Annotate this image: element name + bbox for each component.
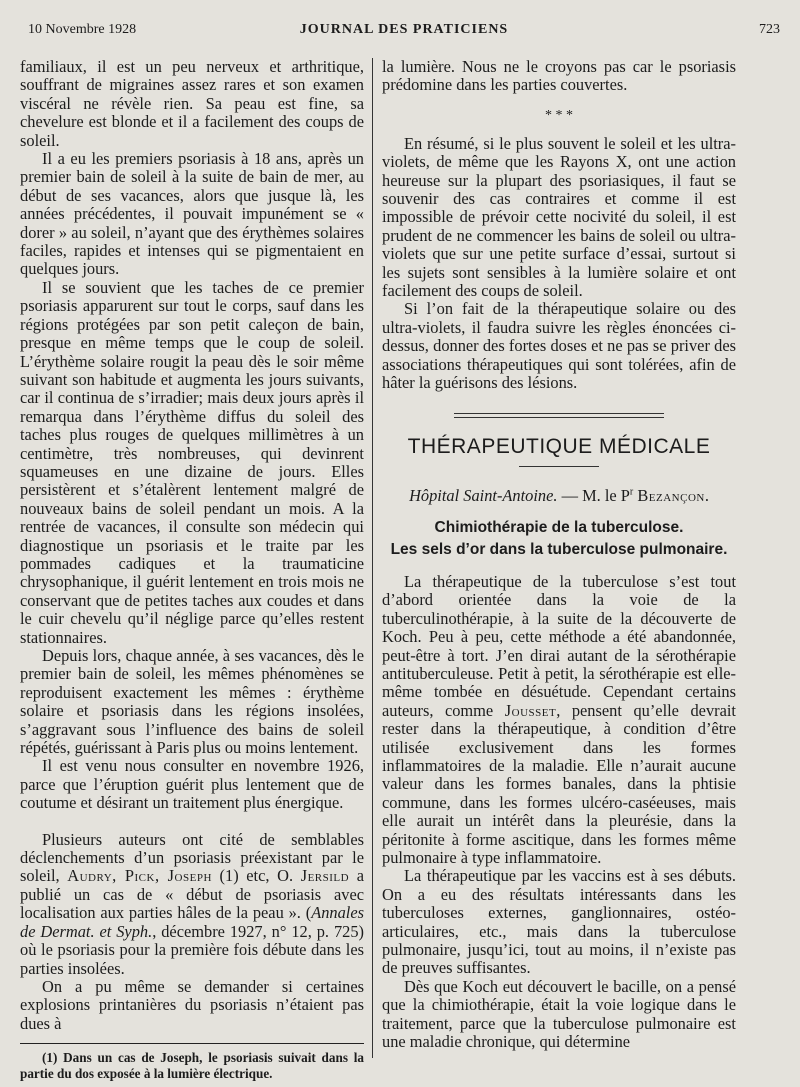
lecture-title: Chimiothérapie de la tuberculose. bbox=[434, 518, 684, 536]
paragraph: Si l’on fait de la thérapeutique solaire ou des ultra-violets, il faudra suivre les règles énoncées ci-dessus, donner des fortes doses et ne pas se priver des associations thérapeutiques qui sont tolérées, afin de hâter la guérisons des lésions. bbox=[382, 299, 736, 393]
paragraph: On a pu même se demander si certaines explosions printanières du psoriasis n’étaient pas dues à bbox=[20, 976, 364, 1033]
journal-title: JOURNAL DES PRATICIENS bbox=[299, 22, 509, 37]
page-header bbox=[28, 22, 780, 44]
paragraph: La thérapeutique de la tuberculose s’est tout d’abord orientée dans la voie de la tuberculinothérapie, à la suite de la découverte de Koch. Peu à peu, cette méthode a été abandonnée, peut-être à tort. J’en dirai autant de la sérothérapie antituberculeuse. Petit à petit, la sérothérapie est elle-même tombée en désuétude. Cependant certains auteurs, comme Jousset, pensent qu’elle devrait rester dans la thérapeutique, à condition d’être utilisée exclusivement dans les formes inflammatoires de la maladie. Elle n’aurait aucune valeur dans les formes banales, dans la phtisie commune, dans les formes ulcéro-caséeuses, mais elle aurait un intérêt dans la pleurésie, dans la péritonite à forme ascitique, dans les formes même pulmonaire à type inflammatoire. bbox=[382, 571, 736, 867]
paragraph: Depuis lors, chaque année, à ses vacances, dès le premier bain de soleil, les mêmes phénomènes se reproduisent exactement les mêmes : érythème solaire et psoriasis dans les régions insolées, s’aggravant sous l’influence des bains de soleil répétés, guérissant à Paris plus ou moins lentement. bbox=[20, 646, 364, 758]
paragraph: La thérapeutique par les vaccins est à ses débuts. On a eu des résultats intéressants dans les tuberculoses externes, ganglionnaires, ostéo-articulaires, etc., mais dans la tuberculose pulmonaire, jusqu’ici, tout au moins, il n’existe pas de preuves suffisantes. bbox=[382, 866, 736, 978]
issue-date: 10 Novembre 1928 bbox=[28, 22, 137, 37]
hospital-name: Hôpital Saint-Antoine. bbox=[409, 485, 558, 505]
footnote-divider bbox=[20, 1043, 364, 1044]
section-break-asterisks: * * * bbox=[545, 107, 573, 123]
paragraph: Dès que Koch eut découvert le bacille, on a pensé que la chimiothérapie, était la voie logique dans le traitement, parce que la tuberculose pulmonaire est une maladie chronique, qui détermine bbox=[382, 976, 736, 1052]
section-title: THÉRAPEUTIQUE MÉDICALE bbox=[407, 434, 711, 458]
professor-name: Bezançon bbox=[637, 485, 705, 505]
paragraph: Il a eu les premiers psoriasis à 18 ans, après un premier bain de soleil à la suite de bain de mer, au début de ses vacances, alors que jusque là, les années précédentes, il pouvait impunément se « dorer » au soleil, n’ayant que des érythèmes solaires faciles, rapides et intenses qui se pigmentaient en quelques jours. bbox=[20, 149, 364, 279]
paragraph: Il se souvient que les taches de ce premier psoriasis apparurent sur tout le corps, sauf dans les régions protégées par son petit caleçon de bain, presque en même temps que le coup de soleil. L’érythème solaire rougit la peau dès le soir même suivant son habitude et augmenta les jours suivants, car il continua de s’irradier; mais deux jours après il remarqua dans l’érythème diffus du soleil des taches plus rouges de quelques millimètres à un centimètre, très nombreuses, qui devinrent squameuses en une dizaine de jours. Elles persistèrent et s’étalèrent lentement malgré de nouveaux bains de soleil pendant un mois. A la rentrée de vacances, il consulte son médecin qui diagnostique un psoriasis et le traite par les pommades cadiques et la traumaticine chrysophanique, il guérit lentement en trois mois ne conservant que de petites taches aux coudes et dans le cuir chevelu qu’il néglige parce qu’elles restent stationnaires. bbox=[20, 277, 364, 647]
lecture-subtitle: Les sels d’or dans la tuberculose pulmonaire. bbox=[390, 540, 728, 558]
left-column bbox=[20, 58, 364, 1081]
paragraph: En résumé, si le plus souvent le soleil et les ultra-violets, de même que les Rayons X, ont une action heureuse sur la plupart des psoriasiques, il faut se souvenir des cas contraires et comme il est impossible de prévoir cette nocivité du soleil, il est prudent de ne commencer les bains de soleil ou ultra-violets que sur une petite surface d’essai, surtout si les sujets sont sensibles à la lumière solaire et ont facilement des coups de soleil. bbox=[382, 133, 736, 301]
title-underline bbox=[519, 466, 599, 467]
right-column bbox=[382, 58, 736, 1051]
column-divider bbox=[372, 58, 373, 1058]
author-name: Jersild bbox=[300, 866, 350, 886]
paragraph: la lumière. Nous ne le croyons pas car le psoriasis prédomine dans les parties couvertes. bbox=[382, 57, 736, 95]
byline: Hôpital Saint-Antoine. — M. le $P^r$ Bezançon. bbox=[409, 485, 709, 505]
section-divider bbox=[454, 413, 664, 418]
author-names: Audry, Pick, Joseph bbox=[67, 866, 212, 886]
journal-reference: Annales de Dermat. et Syph. bbox=[20, 903, 364, 941]
paragraph: Il est venu nous consulter en novembre 1926, parce que l’éruption guérit plus lentement que de coutume et désirant un traitement plus énergique. bbox=[20, 756, 364, 813]
page-number: 723 bbox=[759, 22, 780, 37]
author-name: Jousset bbox=[504, 700, 557, 720]
paragraph-citations: Plusieurs auteurs ont cité de semblables déclenchements d’un psoriasis préexistant par le soleil, Audry, Pick, Joseph (1) etc, O. Jersild a publié un cas de « début de psoriasis avec localisation aux parties hâles de la peau ». (Annales de Dermat. et Syph., décembre 1927, n° 12, p. 725) où le psoriasis pour la première fois débute dans les parties insolées. bbox=[20, 829, 365, 978]
paragraph: familiaux, il est un peu nerveux et arthritique, souffrant de migraines assez rares et son examen viscéral ne révèle rien. Sa peau est fine, sa chevelure est blonde et il a facilement des coups de soleil. bbox=[20, 57, 364, 150]
footnote: (1) Dans un cas de Joseph, le psoriasis suivait dans la partie du dos exposée à la lumière électrique. bbox=[20, 1050, 364, 1081]
